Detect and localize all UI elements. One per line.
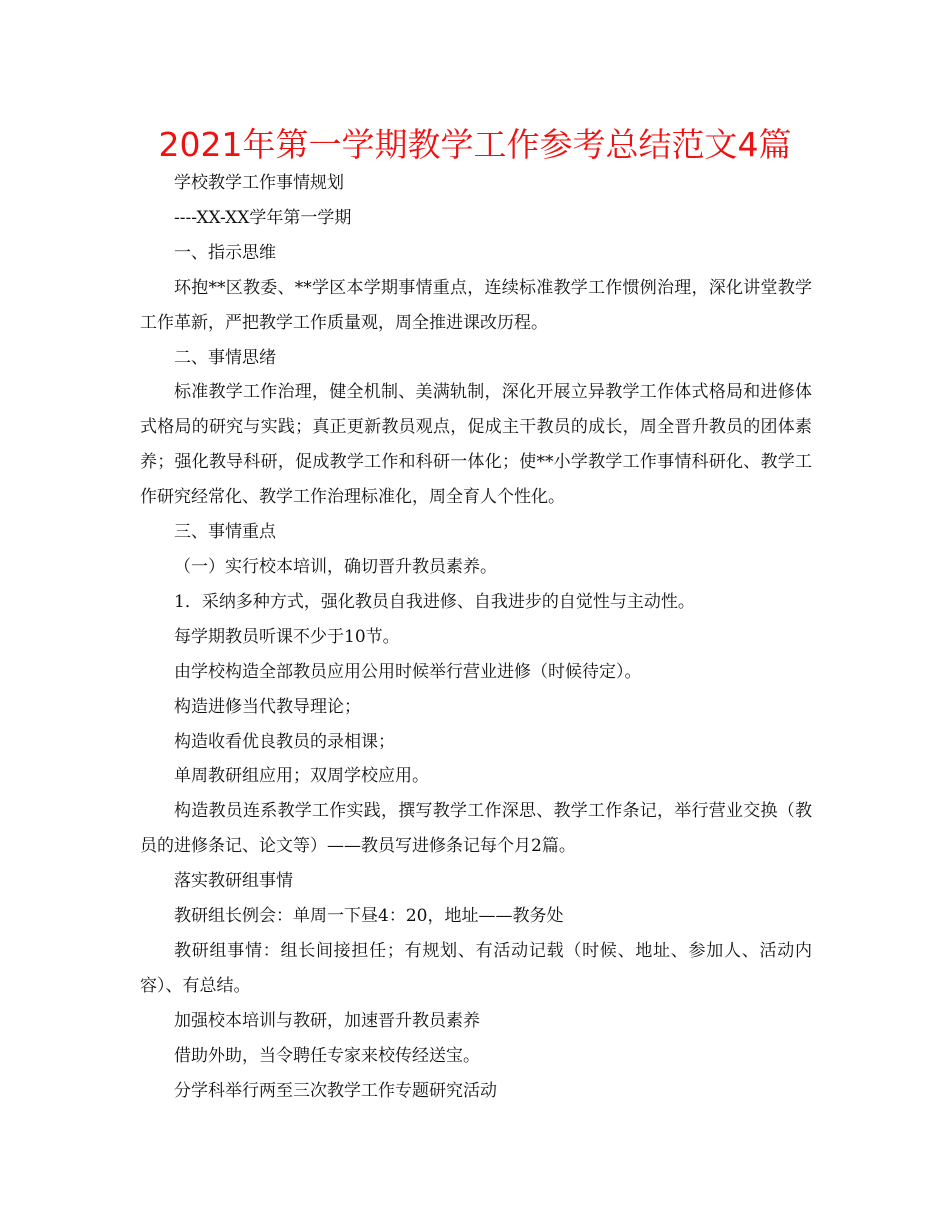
paragraph: 标准教学工作治理，健全机制、美满轨制，深化开展立异教学工作体式格局和进修体式格局的研究与实践；真正更新教员观点，促成主干教员的成长，周全晋升教员的团体素养；强化教导科研，促成教学工作和科研一体化；使**小学教学工作事情科研化、教学工作研究经常化、教学工作治理标准化，周全育人个性化。 [140, 382, 812, 508]
paragraph: 单周教研组应用；双周学校应用。 [174, 766, 429, 787]
document-body [140, 166, 812, 1108]
paragraph: 构造收看优良教员的录相课； [174, 731, 395, 752]
document-title: 2021年第一学期教学工作参考总结范文4篇 [158, 125, 792, 164]
paragraph: 学校教学工作事情规划 [174, 173, 344, 193]
section-heading: 三、事情重点 [174, 522, 276, 543]
paragraph: 1．采纳多种方式，强化教员自我进修、自我进步的自觉性与主动性。 [174, 591, 695, 612]
paragraph: 每学期教员听课不少于10节。 [174, 626, 400, 647]
paragraph: 分学科举行两至三次教学工作专题研究活动 [174, 1080, 497, 1101]
section-heading: 一、指示思维 [174, 242, 276, 263]
section-heading: 二、事情思绪 [174, 347, 276, 368]
paragraph: ----XX-XX学年第一学期 [174, 207, 352, 228]
paragraph: 加强校本培训与教研，加速晋升教员素养 [174, 1010, 480, 1031]
paragraph: 构造教员连系教学工作实践，撰写教学工作深思、教学工作条记，举行营业交换（教员的进修条记、论文等）——教员写进修条记每个月2篇。 [140, 801, 812, 857]
paragraph: 教研组事情：组长间接担任；有规划、有活动记载（时候、地址、参加人、活动内容）、有总结。 [140, 940, 812, 996]
paragraph: 教研组长例会：单周一下昼4：20，地址——教务处 [174, 906, 564, 927]
paragraph: 落实教研组事情 [174, 871, 293, 892]
paragraph: 环抱**区教委、**学区本学期事情重点，连续标准教学工作惯例治理，深化讲堂教学工作革新，严把教学工作质量观，周全推进课改历程。 [140, 277, 812, 333]
paragraph: 由学校构造全部教员应用公用时候举行营业进修（时候待定）。 [174, 661, 642, 682]
paragraph: 构造进修当代教导理论； [174, 696, 361, 717]
subsection-heading: （一）实行校本培训，确切晋升教员素养。 [174, 556, 497, 577]
paragraph: 借助外助，当令聘任专家来校传经送宝。 [174, 1045, 480, 1066]
